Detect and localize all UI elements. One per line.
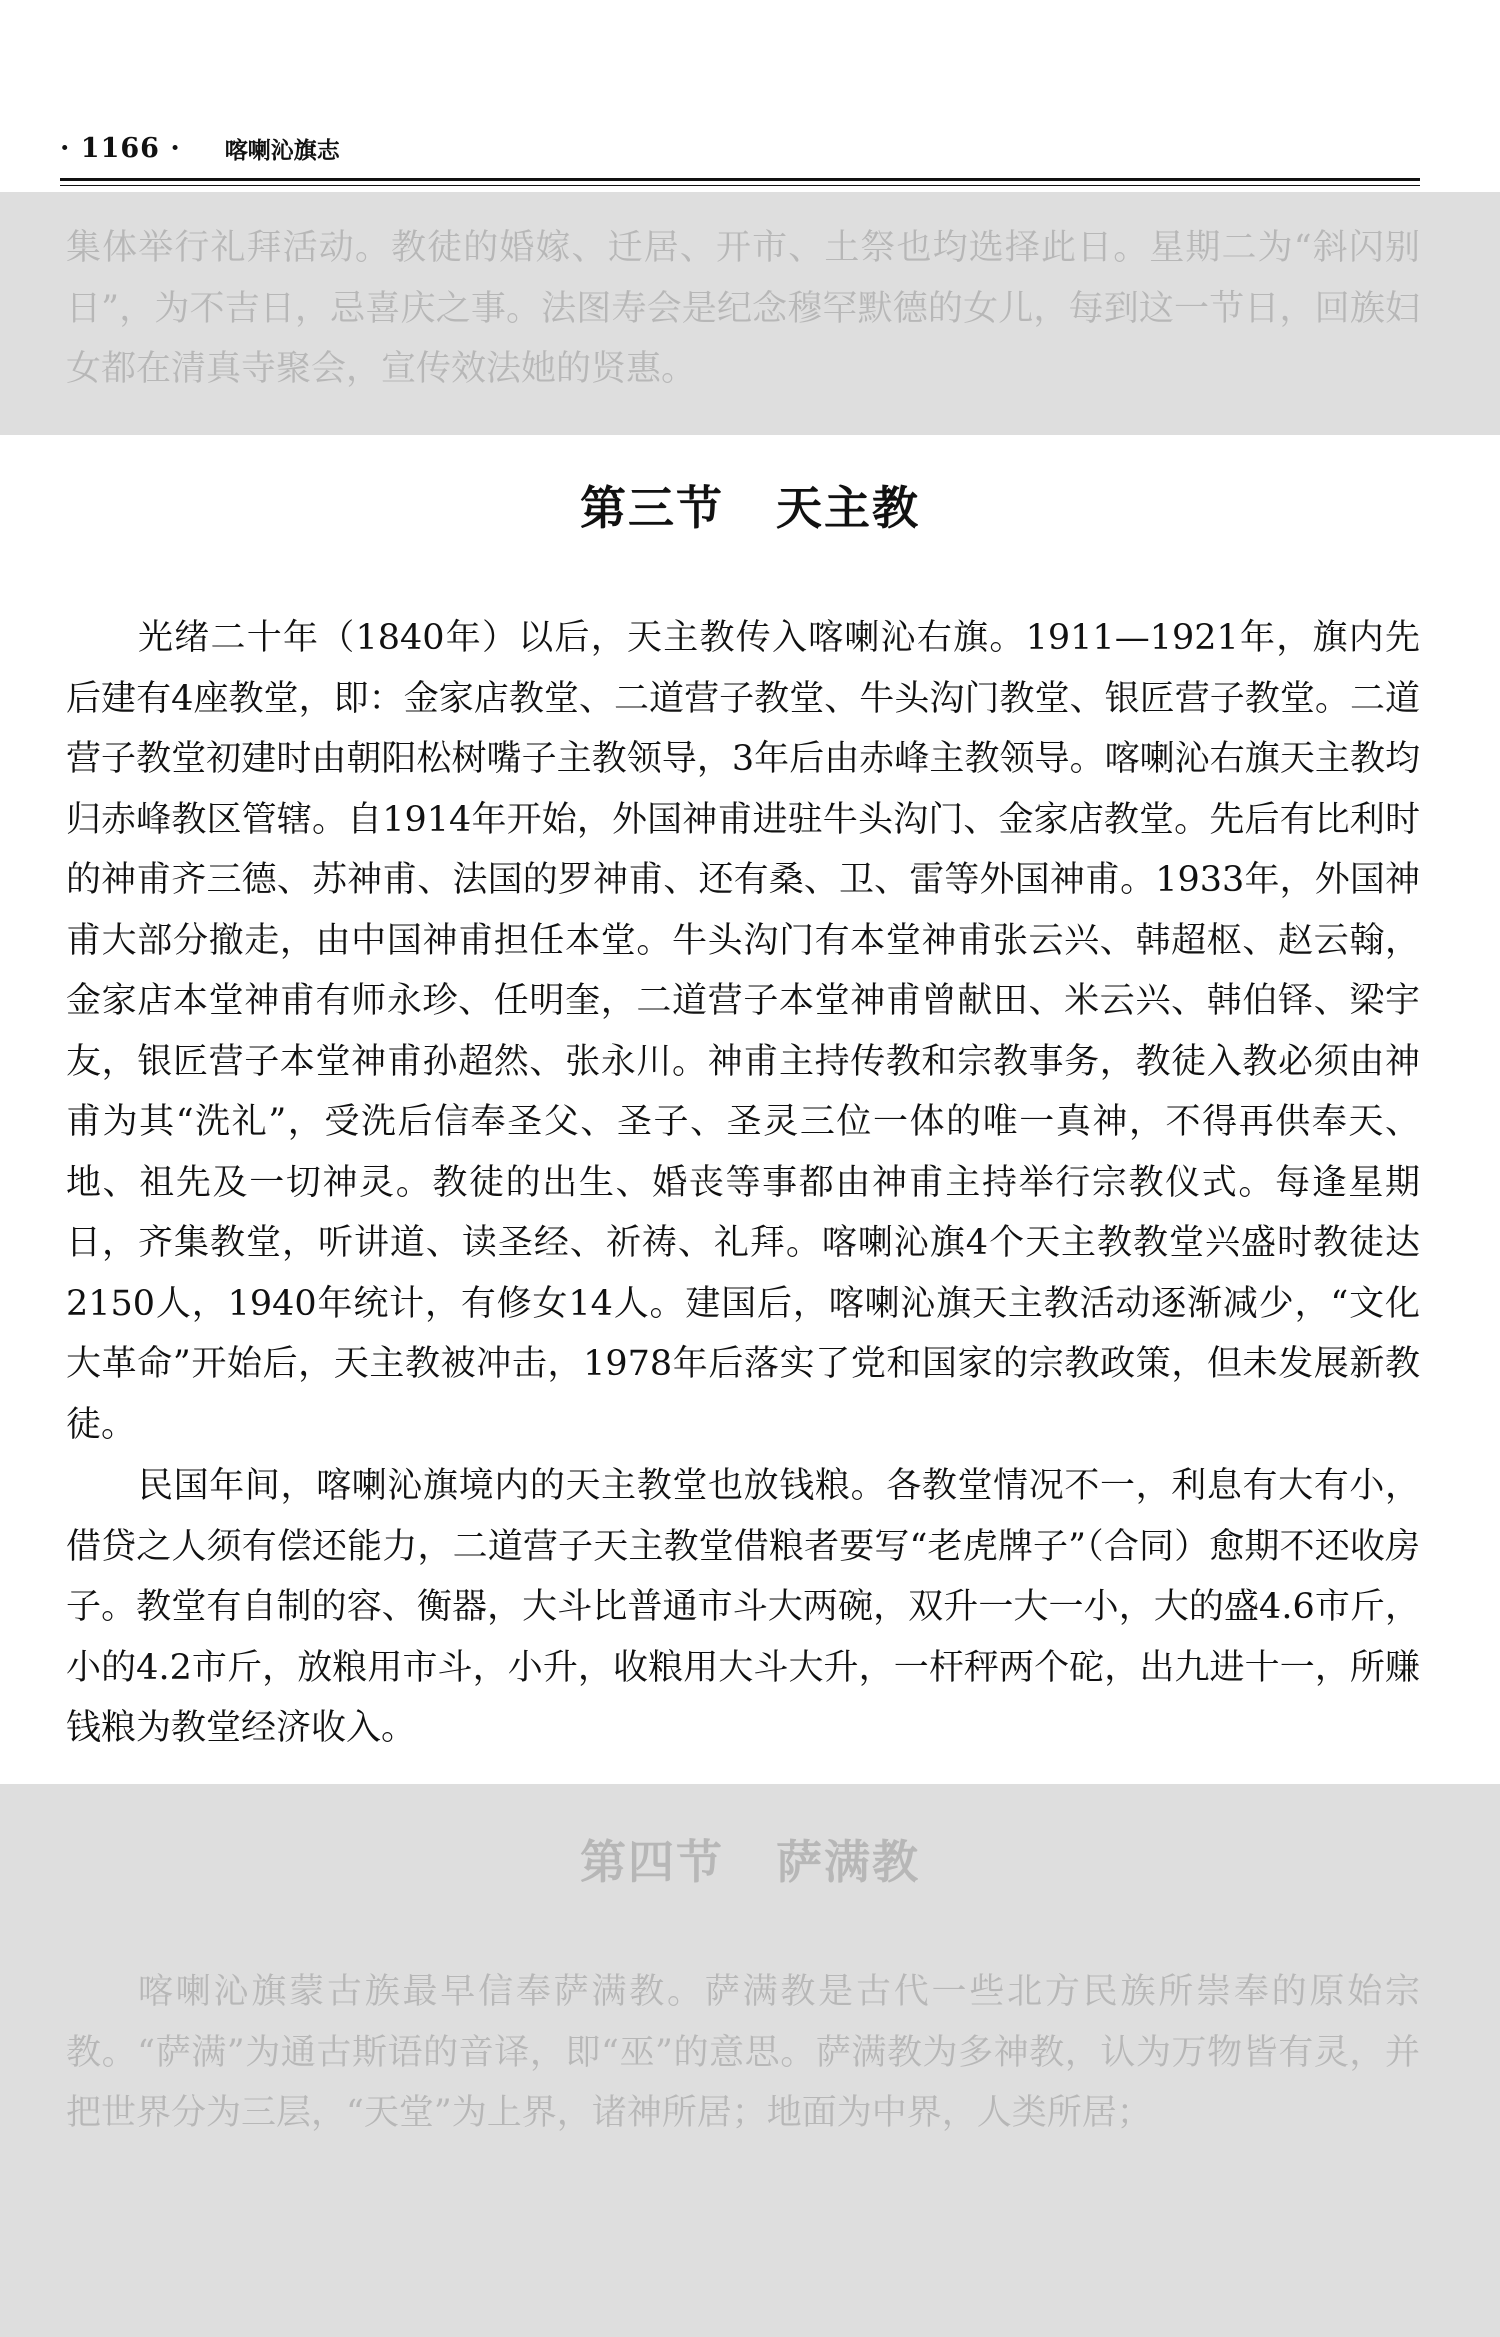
section-heading-3 <box>0 472 1500 538</box>
header-rule-thin <box>60 185 1420 186</box>
book-title: 喀喇沁旗志 <box>224 137 340 164</box>
continuation-paragraph: 集体举行礼拜活动。教徒的婚嫁、迁居、开市、土祭也均选择此日。星期二为“斜闪别日”，为不吉日，忌喜庆之事。法图寿会是纪念穆罕默德的女儿，每到这一节日，回族妇女都在清真寺聚会，宣传效法她的贤惠。 <box>66 228 1420 389</box>
section-heading-4 <box>0 1826 1500 1892</box>
section-number: 第四节 <box>580 1835 724 1889</box>
body-paragraph-1: 光绪二十年（1840年）以后，天主教传入喀喇沁右旗。1911—1921年，旗内先后建有4座教堂，即：金家店教堂、二道营子教堂、牛头沟门教堂、银匠营子教堂。二道营子教堂初建时由朝阳松树嘴子主教领导，3年后由赤峰主教领导。喀喇沁右旗天主教均归赤峰教区管辖。自1914年开始，外国神甫进驻牛头沟门、金家店教堂。先后有比利时的神甫齐三德、苏神甫、法国的罗神甫、还有桑、卫、雷等外国神甫。1933年，外国神甫大部分撤走，由中国神甫担任本堂。牛头沟门有本堂神甫张云兴、韩超枢、赵云翰，金家店本堂神甫有师永珍、任明奎，二道营子本堂神甫曾献田、米云兴、韩伯铎、梁宇友，银匠营子本堂神甫孙超然、张永川。神甫主持传教和宗教事务，教徒入教必须由神甫为其“洗礼”，受洗后信奉圣父、圣子、圣灵三位一体的唯一真神，不得再供奉天、地、祖先及一切神灵。教徒的出生、婚丧等事都由神甫主持举行宗教仪式。每逢星期日，齐集教堂，听讲道、读圣经、祈祷、礼拜。喀喇沁旗4个天主教教堂兴盛时教徒达2150人，1940年统计，有修女14人。建国后，喀喇沁旗天主教活动逐渐减少，“文化大革命”开始后，天主教被冲击，1978年后落实了党和国家的宗教政策，但未发展新教徒。 <box>66 618 1420 1445</box>
section-title-text: 萨满教 <box>776 1835 920 1889</box>
running-header <box>60 128 1420 168</box>
page-number: · 1166 · <box>60 132 181 164</box>
header-rule-thick <box>60 178 1420 181</box>
section-title-text: 天主教 <box>776 481 920 535</box>
body-paragraph-2: 民国年间，喀喇沁旗境内的天主教堂也放钱粮。各教堂情况不一，利息有大有小，借贷之人须有偿还能力，二道营子天主教堂借粮者要写“老虎牌子”（合同）愈期不还收房子。教堂有自制的容、衡器，大斗比普通市斗大两碗，双升一大一小，大的盛4.6市斤，小的4.2市斤，放粮用市斗，小升，收粮用大斗大升，一杆秤两个砣，出九进十一，所赚钱粮为教堂经济收入。 <box>66 1466 1420 1748</box>
section-number: 第三节 <box>580 481 724 535</box>
section4-paragraph: 喀喇沁旗蒙古族最早信奉萨满教。萨满教是古代一些北方民族所崇奉的原始宗教。“萨满”为通古斯语的音译，即“巫”的意思。萨满教为多神教，认为万物皆有灵，并把世界分为三层，“天堂”为上界，诸神所居；地面为中界，人类所居； <box>66 1972 1420 2133</box>
